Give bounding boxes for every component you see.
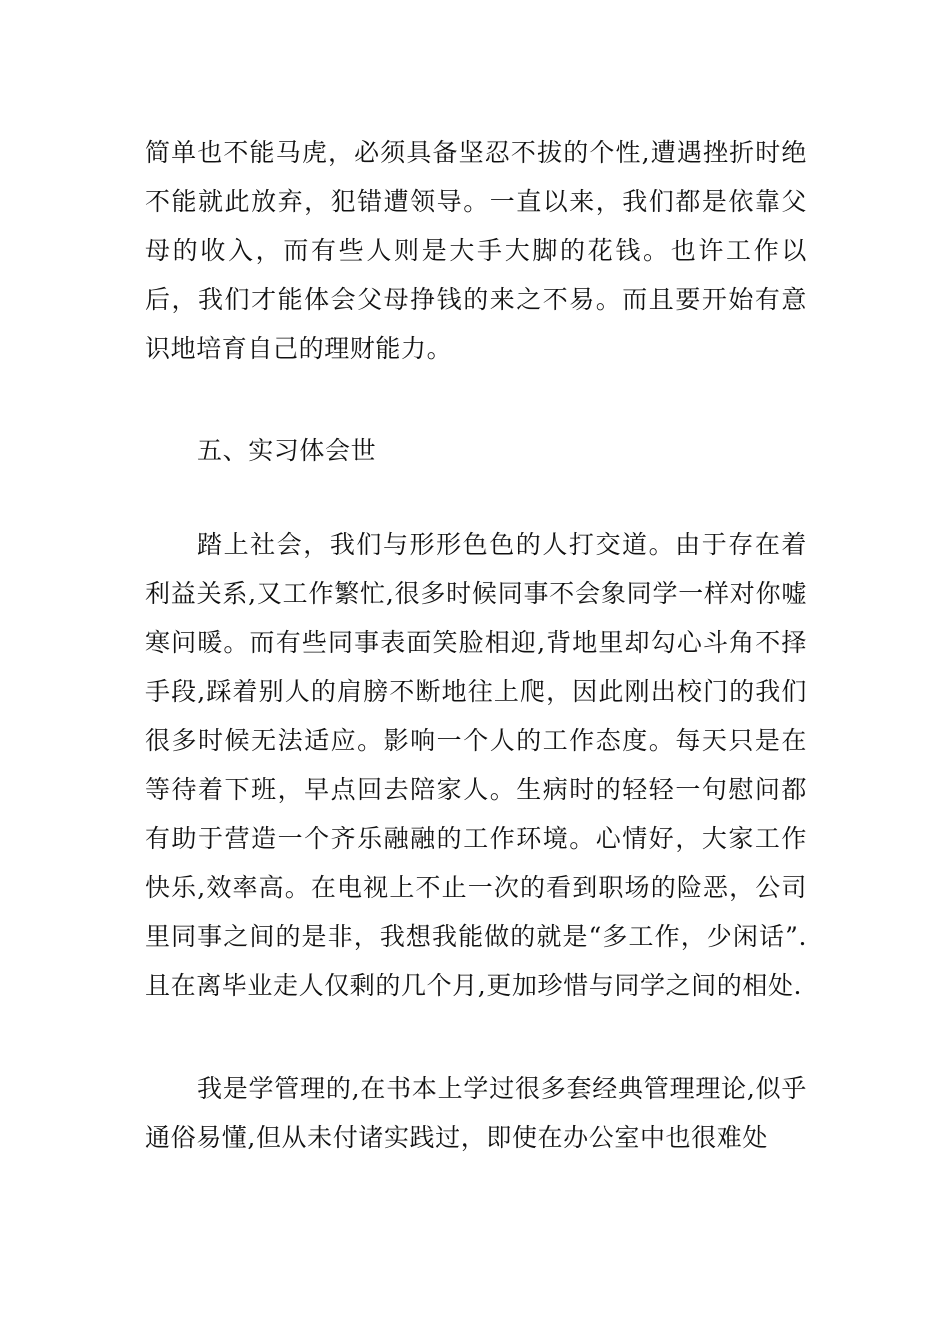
- document-body: [145, 128, 807, 1162]
- paragraph-continuation: 简单也不能马虎，必须具备坚忍不拔的个性,遭遇挫折时绝不能就此放弃，犯错遭领导。一直以来，我们都是依靠父母的收入，而有些人则是大手大脚的花钱。也许工作以后，我们才能体会父母挣钱的来之不易。而且要开始有意识地培育自己的理财能力。: [145, 138, 807, 363]
- paragraph-spacer: [145, 475, 807, 520]
- paragraph-internship-experience: 踏上社会，我们与形形色色的人打交道。由于存在着利益关系,又工作繁忙,很多时候同事不会象同学一样对你嘘寒问暖。而有些同事表面笑脸相迎,背地里却勾心斗角不择手段,踩着别人的肩膀不断地往上爬，因此刚出校门的我们很多时候无法适应。影响一个人的工作态度。每天只是在等待着下班，早点回去陪家人。生病时的轻轻一句慰问都有助于营造一个齐乐融融的工作环境。心情好，大家工作快乐,效率高。在电视上不止一次的看到职场的险恶，公司里同事之间的是非，我想我能做的就是“多工作，少闲话”.且在离毕业走人仅剩的几个月,更加珍惜与同学之间的相处.: [145, 530, 807, 1000]
- paragraph-spacer: [145, 1010, 807, 1064]
- paragraph-spacer: [145, 373, 807, 426]
- paragraph-management-study: 我是学管理的,在书本上学过很多套经典管理理论,似乎通俗易懂,但从未付诸实践过，即使在办公室中也很难处: [145, 1074, 807, 1152]
- section-heading: 五、实习体会世: [197, 436, 377, 465]
